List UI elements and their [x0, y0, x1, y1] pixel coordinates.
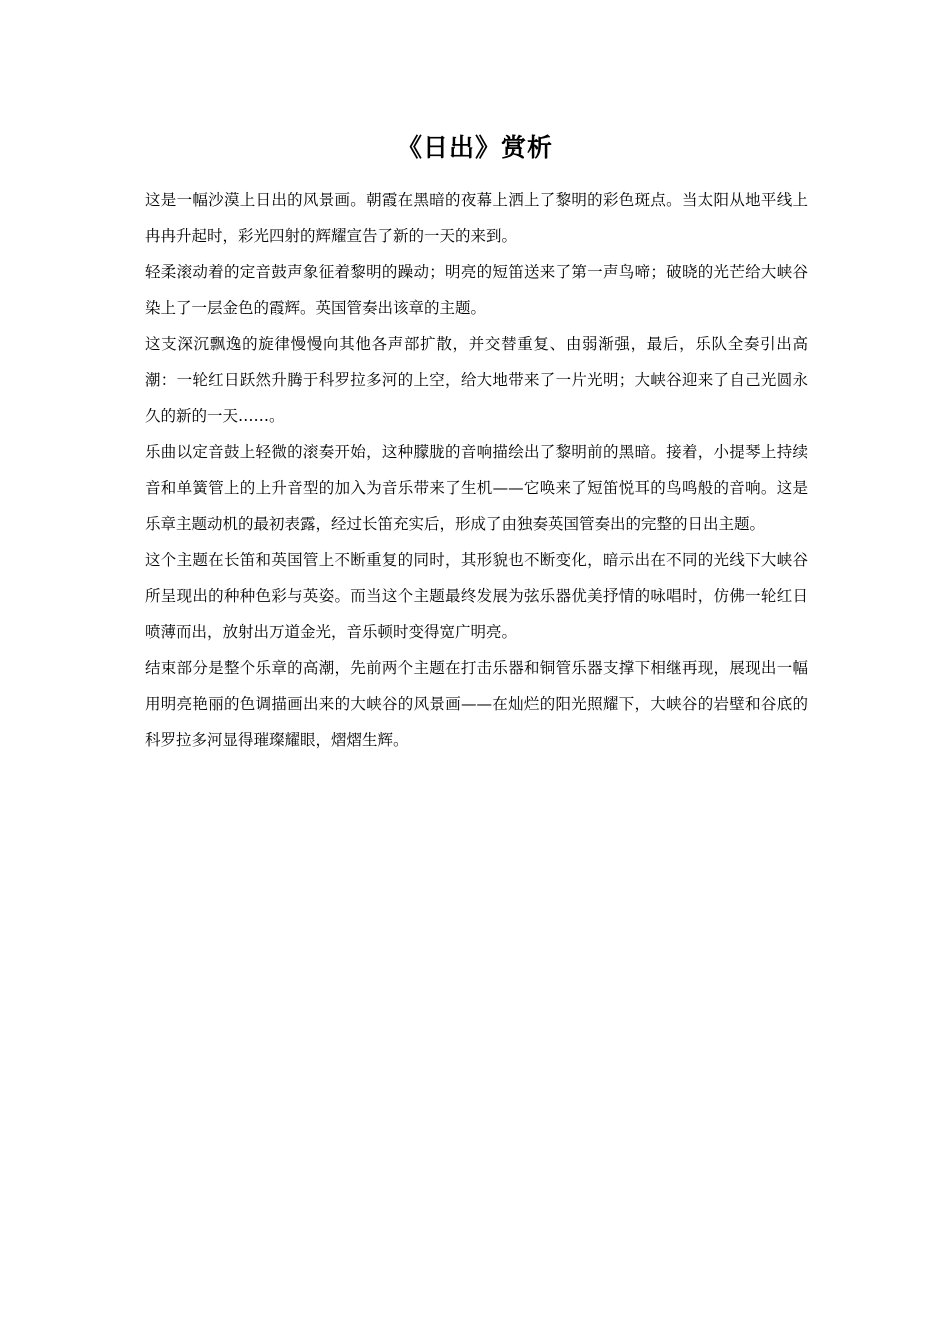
paragraph: 结束部分是整个乐章的高潮，先前两个主题在打击乐器和铜管乐器支撑下相继再现，展现出一幅用明亮艳丽的色调描画出来的大峡谷的风景画——在灿烂的阳光照耀下，大峡谷的岩壁和谷底的科罗拉多河显得璀璨耀眼，熠熠生辉。 — [145, 659, 808, 749]
paragraph: 轻柔滚动着的定音鼓声象征着黎明的躁动；明亮的短笛送来了第一声鸟啼；破晓的光芒给大峡谷染上了一层金色的霞辉。英国管奏出该章的主题。 — [145, 263, 808, 317]
paragraph: 这支深沉飘逸的旋律慢慢向其他各声部扩散，并交替重复、由弱渐强，最后，乐队全奏引出高潮：一轮红日跃然升腾于科罗拉多河的上空，给大地带来了一片光明；大峡谷迎来了自己光圆永久的新的一天……。 — [145, 335, 808, 425]
document-body — [145, 182, 808, 758]
paragraph: 乐曲以定音鼓上轻微的滚奏开始，这种朦胧的音响描绘出了黎明前的黑暗。接着，小提琴上持续音和单簧管上的上升音型的加入为音乐带来了生机——它唤来了短笛悦耳的鸟鸣般的音响。这是乐章主题动机的最初表露，经过长笛充实后，形成了由独奏英国管奏出的完整的日出主题。 — [145, 443, 808, 533]
paragraph: 这是一幅沙漠上日出的风景画。朝霞在黑暗的夜幕上洒上了黎明的彩色斑点。当太阳从地平线上冉冉升起时，彩光四射的辉耀宣告了新的一天的来到。 — [145, 191, 808, 245]
paragraph: 这个主题在长笛和英国管上不断重复的同时，其形貌也不断变化，暗示出在不同的光线下大峡谷所呈现出的种种色彩与英姿。而当这个主题最终发展为弦乐器优美抒情的咏唱时，仿佛一轮红日喷薄而出，放射出万道金光，音乐顿时变得宽广明亮。 — [145, 551, 808, 641]
document-title: 《日出》赏析 — [396, 133, 553, 162]
